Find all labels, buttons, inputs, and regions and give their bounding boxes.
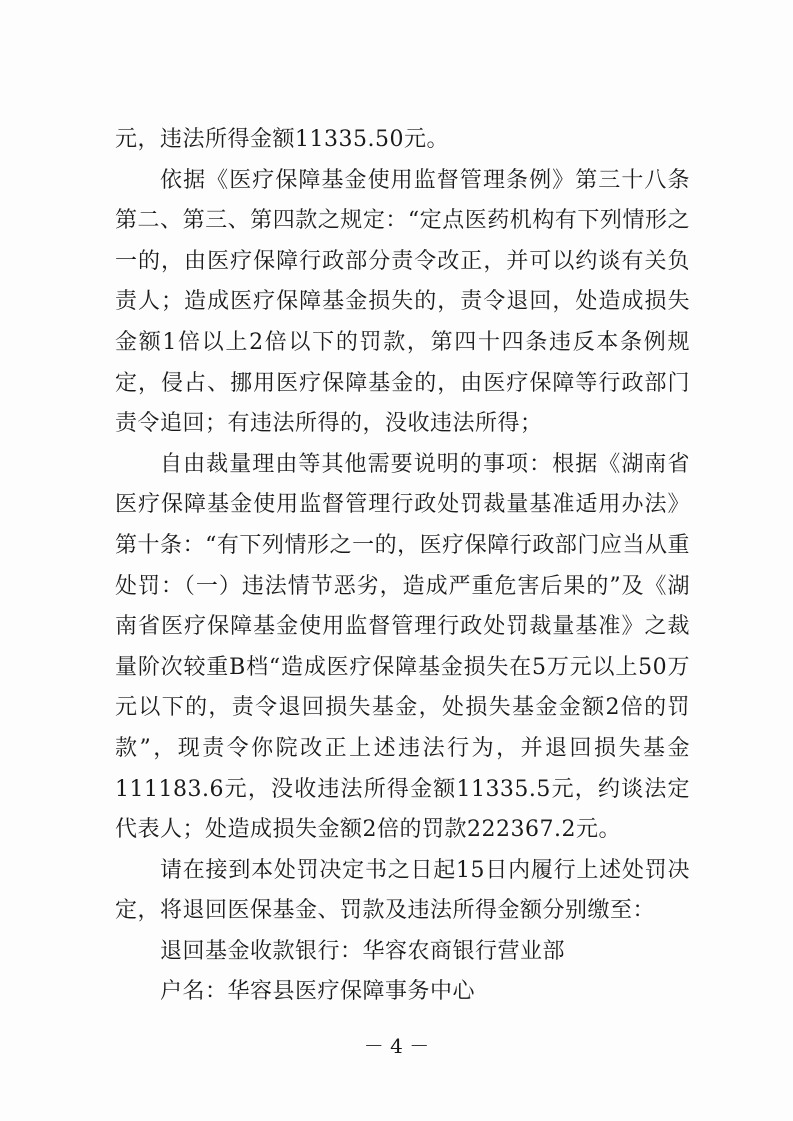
paragraph-6: 户名：华容县医疗保障事务中心 — [160, 979, 476, 1005]
paragraph-4: 请在接到本处罚决定书之日起15日内履行上述处罚决定，将退回医保基金、罚款及违法所得金额分别缴至： — [115, 857, 690, 924]
paragraph-5: 退回基金收款银行：华容农商银行营业部 — [160, 938, 566, 964]
paragraph-2: 依据《医疗保障基金使用监督管理条例》第三十八条第二、第三、第四款之规定：“定点医药机构有下列情形之一的，由医疗保障行政部分责令改正，并可以约谈有关负责人；造成医疗保障基金损失的，责令退回，处造成损失金额1倍以上2倍以下的罚款，第四十四条违反本条例规定，侵占、挪用医疗保障基金的，由医疗保障等行政部门责令追回；有违法所得的，没收违法所得； — [115, 167, 690, 437]
paragraph-3: 自由裁量理由等其他需要说明的事项：根据《湖南省医疗保障基金使用监督管理行政处罚裁量基准适用办法》第十条：“有下列情形之一的，医疗保障行政部门应当从重处罚：（一）违法情节恶劣，造成严重危害后果的”及《湖南省医疗保障基金使用监督管理行政处罚裁量基准》之裁量阶次较重B档“造成医疗保障基金损失在5万元以上50万元以下的，责令退回损失基金，处损失基金金额2倍的罚款”，现责令你院改正上述违法行为，并退回损失基金111183.6元，没收违法所得金额11335.5元，约谈法定代表人；处造成损失金额2倍的罚款222367.2元。 — [115, 451, 690, 843]
paragraph-1: 元，违法所得金额11335.50元。 — [115, 127, 449, 152]
document-body — [115, 120, 690, 1013]
page-number: － 4 － — [363, 1034, 430, 1058]
